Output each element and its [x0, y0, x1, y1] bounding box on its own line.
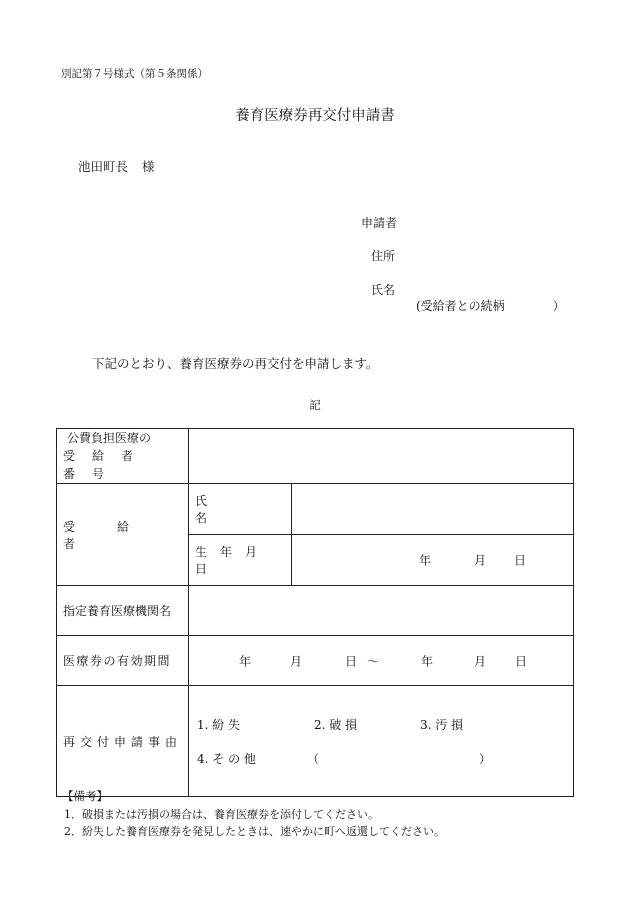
recipient-label [57, 484, 189, 586]
application-table [56, 428, 574, 797]
applicant-name-label: 氏名 [371, 283, 396, 297]
remarks-note-2: 2．紛失した養育医療券を発見したときは、速やかに町へ返還してください。 [64, 825, 445, 838]
validity-nen-start: 年 [239, 654, 252, 668]
recipient-dob-value[interactable] [292, 535, 574, 586]
recipient-label-text: 受給者 [63, 519, 172, 551]
reason-other-option[interactable]: 4. そ の 他 [197, 752, 256, 766]
remarks-note-1: 1．破損または汚損の場合は、養育医療券を添付してください。 [64, 808, 379, 821]
intro-text: 下記のとおり、養育医療券の再交付を申請します。 [92, 356, 379, 371]
institution-label: 指定養育医療機関名 [57, 586, 189, 636]
document-title: 養育医療券再交付申請書 [235, 108, 395, 124]
recipient-name-row [57, 484, 574, 535]
public-number-label-line2 [63, 447, 188, 483]
validity-nen-end: 年 [421, 654, 434, 668]
remarks-heading: 【備考】 [62, 789, 108, 803]
reason-label [57, 686, 189, 797]
addressee-name: 池田町長 [78, 159, 129, 174]
public-number-label [57, 429, 189, 484]
dob-hi: 日 [514, 553, 527, 568]
recipient-name-label-text: 氏名 [195, 494, 272, 525]
public-number-label-line1: 公費負担医療の [67, 431, 152, 445]
reason-lost-option[interactable]: 1. 紛 失 [197, 718, 241, 732]
institution-row [57, 586, 574, 636]
relation-close: ） [552, 299, 565, 313]
public-number-label-line2-text: 受給者番号 [63, 449, 151, 481]
recipient-name-value[interactable] [292, 484, 574, 535]
validity-hi-end: 日 [515, 654, 528, 668]
recipient-name-label [189, 484, 292, 535]
public-number-row [57, 429, 574, 484]
institution-value[interactable] [189, 586, 574, 636]
ki-heading: 記 [309, 398, 321, 412]
applicant-heading: 申請者 [361, 216, 398, 230]
reason-row [57, 686, 574, 797]
recipient-dob-label [189, 535, 292, 586]
reason-other-close-paren: ） [479, 752, 492, 766]
validity-value[interactable] [189, 636, 574, 686]
reason-other-open-paren: （ [307, 752, 320, 766]
reason-soiled-option[interactable]: 3. 汚 損 [420, 718, 464, 732]
addressee-suffix: 様 [142, 159, 155, 174]
validity-row [57, 636, 574, 686]
addressee [78, 157, 155, 175]
validity-tilde: ～ [367, 654, 380, 668]
validity-tsuki-start: 月 [290, 654, 303, 668]
applicant-address-label: 住所 [371, 249, 396, 263]
validity-label: 医療券の有効期間 [57, 636, 189, 686]
reason-options [189, 686, 574, 797]
reason-damaged-option[interactable]: 2. 破 損 [314, 718, 358, 732]
public-number-value[interactable] [189, 429, 574, 484]
dob-nen: 年 [419, 553, 432, 568]
form-reference: 別記第７号様式（第５条関係） [61, 68, 208, 80]
dob-tsuki: 月 [474, 553, 487, 568]
relation-label: (受給者との続柄 [416, 299, 505, 313]
reason-label-text: 再交付申請事由 [63, 734, 183, 749]
validity-hi-start: 日 [345, 654, 358, 668]
relation-line [416, 297, 565, 314]
recipient-dob-label-text: 生年月日 [195, 545, 271, 576]
validity-tsuki-end: 月 [474, 654, 487, 668]
